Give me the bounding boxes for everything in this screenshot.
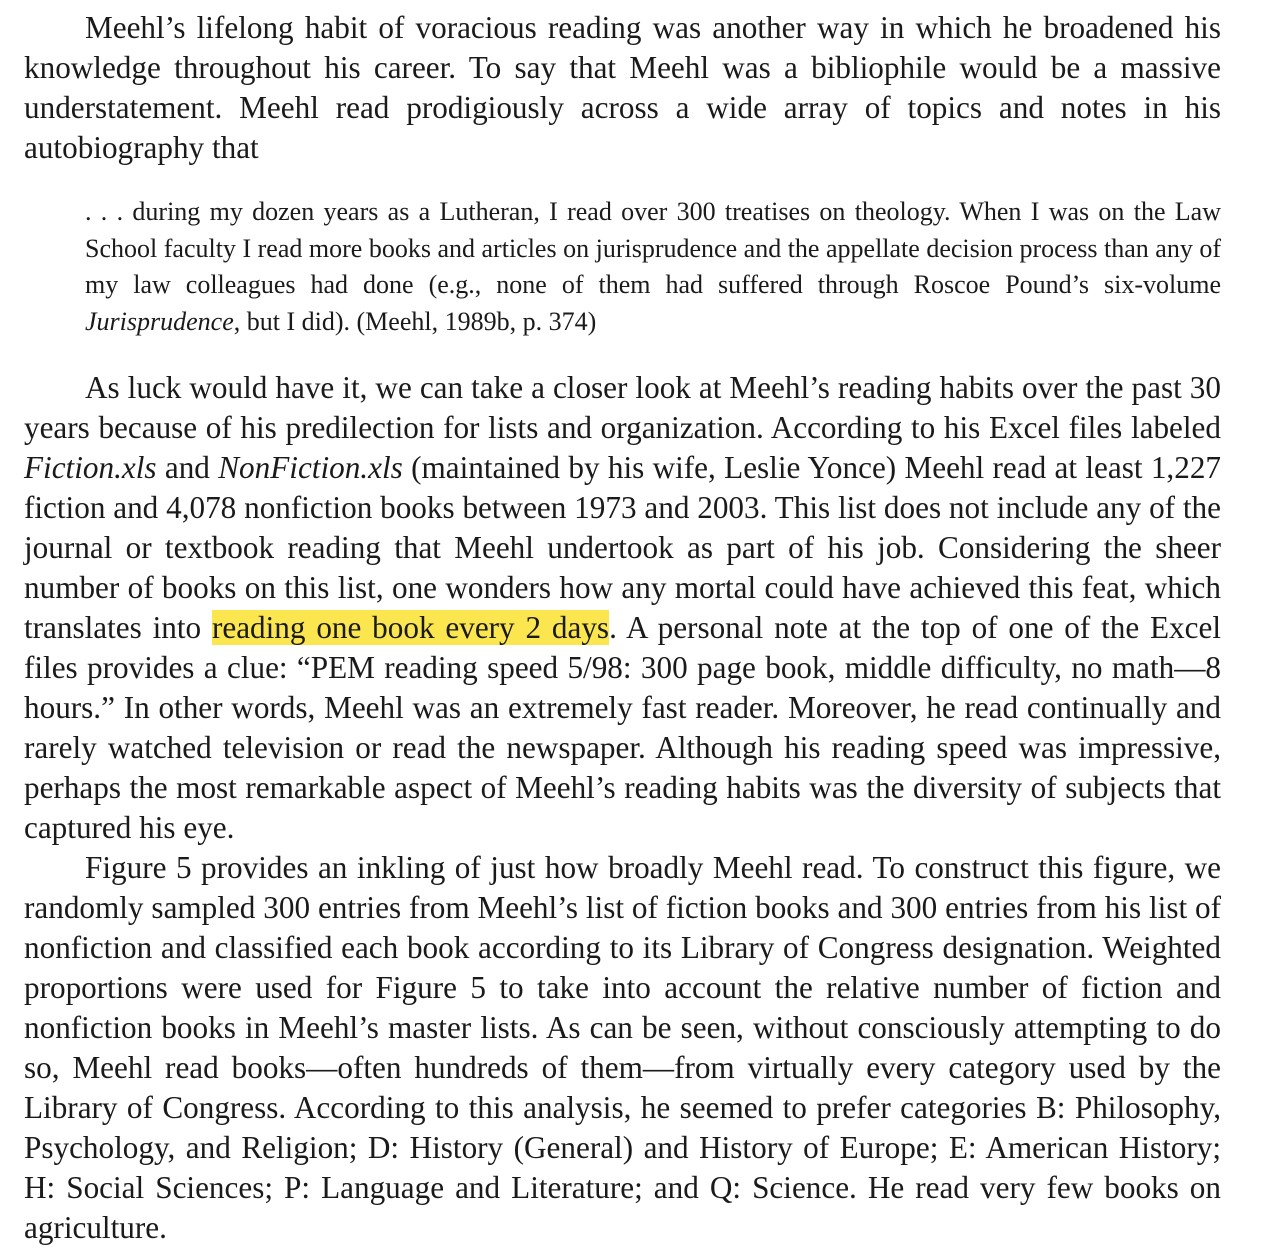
paragraph-reading-habit-text: Meehl’s lifelong habit of voracious reading was another way in which he broadened his knowledge throughout his career. To say that Meehl was a bibliophile would be a massive understatement. Meehl read prodigiously across a wide array of topics and notes in his autobiography that	[24, 10, 1221, 165]
block-quote	[24, 194, 1221, 340]
paragraph-figure-5-text: Figure 5 provides an inkling of just how broadly Meehl read. To construct this figure, we randomly sampled 300 entries from Meehl’s list of fiction books and 300 entries from his list of nonfiction and classified each book according to its Library of Congress designation. Weighted proportions were used for Figure 5 to take into account the relative number of fiction and nonfiction books in Meehl’s master lists. As can be seen, without consciously attempting to do so, Meehl read books—often hundreds of them—from virtually every category used by the Library of Congress. According to this analysis, he seemed to prefer categories B: Philosophy, Psychology, and Religion; D: History (General) and History of Europe; E: American History; H: Social Sciences; P: Language and Literature; and Q: Science. He read very few books on agriculture.	[24, 850, 1221, 1245]
paragraph-figure-5	[24, 848, 1221, 1248]
filename-fiction: Fiction.xls	[24, 450, 157, 485]
block-quote-text-end: , but I did). (Meehl, 1989b, p. 374)	[233, 306, 597, 336]
paragraph-reading-lists	[24, 368, 1221, 848]
paragraph-reading-lists-text-4: . A personal note at the top of one of the Excel files provides a clue: “PEM reading speed 5/98: 300 page book, middle difficulty, no math—8 hours.” In other words, Meehl was an extremely fast reader. Moreover, he read continually and rarely watched television or read the newspaper. Although his reading speed was impressive, perhaps the most remarkable aspect of Meehl’s reading habits was the diversity of subjects that captured his eye.	[24, 610, 1221, 845]
paragraph-reading-lists-text-1: As luck would have it, we can take a closer look at Meehl’s reading habits over the past 30 years because of his predilection for lists and organization. According to his Excel files labeled	[24, 370, 1221, 445]
paragraph-reading-lists-text-3: (maintained by his wife, Leslie Yonce) Meehl read at least 1,227 fiction and 4,078 nonfiction books between 1973 and 2003. This list does not include any of the journal or textbook reading that Meehl undertook as part of his job. Considering the sheer number of books on this list, one wonders how any mortal could have achieved this feat, which translates into	[24, 450, 1222, 645]
block-quote-book-title: Jurisprudence	[85, 306, 234, 336]
filename-nonfiction: NonFiction.xls	[218, 450, 403, 485]
paragraph-reading-habit	[24, 8, 1221, 168]
paragraph-reading-lists-text-2: and	[156, 450, 219, 485]
highlighted-phrase: reading one book every 2 days	[211, 610, 610, 645]
block-quote-text-start: . . . during my dozen years as a Lutheran, I read over 300 treatises on theology. When I was on the Law School faculty I read more books and articles on jurisprudence and the appellate decision process than any of my law colleagues had done (e.g., none of them had suffered through Roscoe Pound’s six-volume	[85, 197, 1221, 299]
